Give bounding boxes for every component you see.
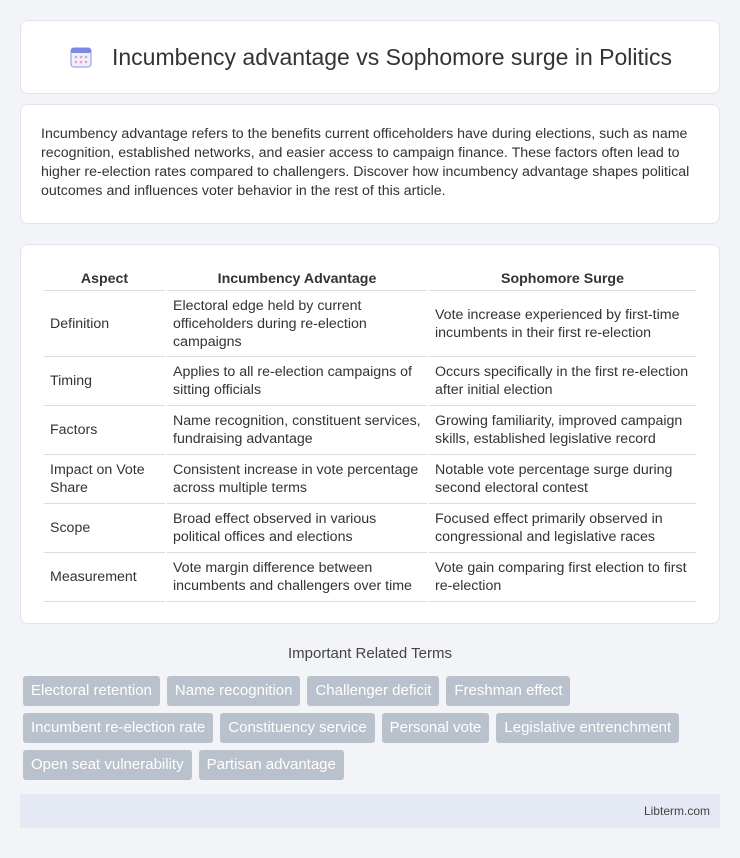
column-header-incumbency: Incumbency Advantage (167, 265, 427, 291)
table-cell: Vote increase experienced by first-time incumbents in their first re-election (429, 291, 696, 357)
tag-constituency-service[interactable]: Constituency service (220, 713, 374, 743)
tag-electoral-retention[interactable]: Electoral retention (23, 676, 160, 706)
table-cell: Applies to all re-election campaigns of sitting officials (167, 357, 427, 406)
table-cell: Factors (44, 406, 165, 455)
intro-card (20, 104, 720, 224)
table-cell: Measurement (44, 553, 165, 602)
intro-text: Incumbency advantage refers to the benefits current officeholders have during elections, such as name recognition, established networks, and easier access to campaign finance. These factors often lead to higher re-election rates compared to challengers. Discover how incumbency advantage shapes political outcomes and influences voter behavior in the rest of this article. (41, 126, 690, 199)
related-terms-heading: Important Related Terms (288, 645, 452, 662)
calendar-icon (68, 44, 94, 70)
table-cell: Impact on Vote Share (44, 455, 165, 504)
table-cell: Occurs specifically in the first re-election after initial election (429, 357, 696, 406)
table-cell: Electoral edge held by current officeholders during re-election campaigns (167, 291, 427, 357)
table-row (44, 455, 696, 504)
footer-site-link[interactable]: Libterm.com (643, 804, 710, 818)
table-row (44, 406, 696, 455)
table-row (44, 291, 696, 357)
page-title: Incumbency advantage vs Sophomore surge in Politics (112, 43, 672, 70)
table-header-row (44, 265, 696, 291)
comparison-card (20, 244, 720, 624)
table-cell: Consistent increase in vote percentage across multiple terms (167, 455, 427, 504)
table-cell: Definition (44, 291, 165, 357)
title-card (20, 20, 720, 94)
table-cell: Timing (44, 357, 165, 406)
table-row (44, 504, 696, 553)
table-cell: Growing familiarity, improved campaign skills, established legislative record (429, 406, 696, 455)
table-row (44, 553, 696, 602)
tag-name-recognition[interactable]: Name recognition (167, 676, 301, 706)
column-header-aspect: Aspect (44, 265, 165, 291)
tag-legislative-entrenchment[interactable]: Legislative entrenchment (496, 713, 679, 743)
column-header-sophomore: Sophomore Surge (429, 265, 696, 291)
comparison-table (42, 265, 698, 602)
tag-challenger-deficit[interactable]: Challenger deficit (307, 676, 439, 706)
table-row (44, 357, 696, 406)
tag-open-seat-vulnerability[interactable]: Open seat vulnerability (23, 750, 192, 780)
table-cell: Scope (44, 504, 165, 553)
tag-freshman-effect[interactable]: Freshman effect (446, 676, 570, 706)
table-cell: Notable vote percentage surge during second electoral contest (429, 455, 696, 504)
related-terms-list (23, 676, 723, 780)
footer (20, 794, 720, 828)
table-cell: Name recognition, constituent services, fundraising advantage (167, 406, 427, 455)
table-cell: Vote margin difference between incumbents and challengers over time (167, 553, 427, 602)
tag-personal-vote[interactable]: Personal vote (382, 713, 490, 743)
tag-incumbent-re-election-rate[interactable]: Incumbent re-election rate (23, 713, 213, 743)
table-cell: Focused effect primarily observed in congressional and legislative races (429, 504, 696, 553)
table-cell: Vote gain comparing first election to first re-election (429, 553, 696, 602)
tag-partisan-advantage[interactable]: Partisan advantage (199, 750, 344, 780)
table-cell: Broad effect observed in various political offices and elections (167, 504, 427, 553)
